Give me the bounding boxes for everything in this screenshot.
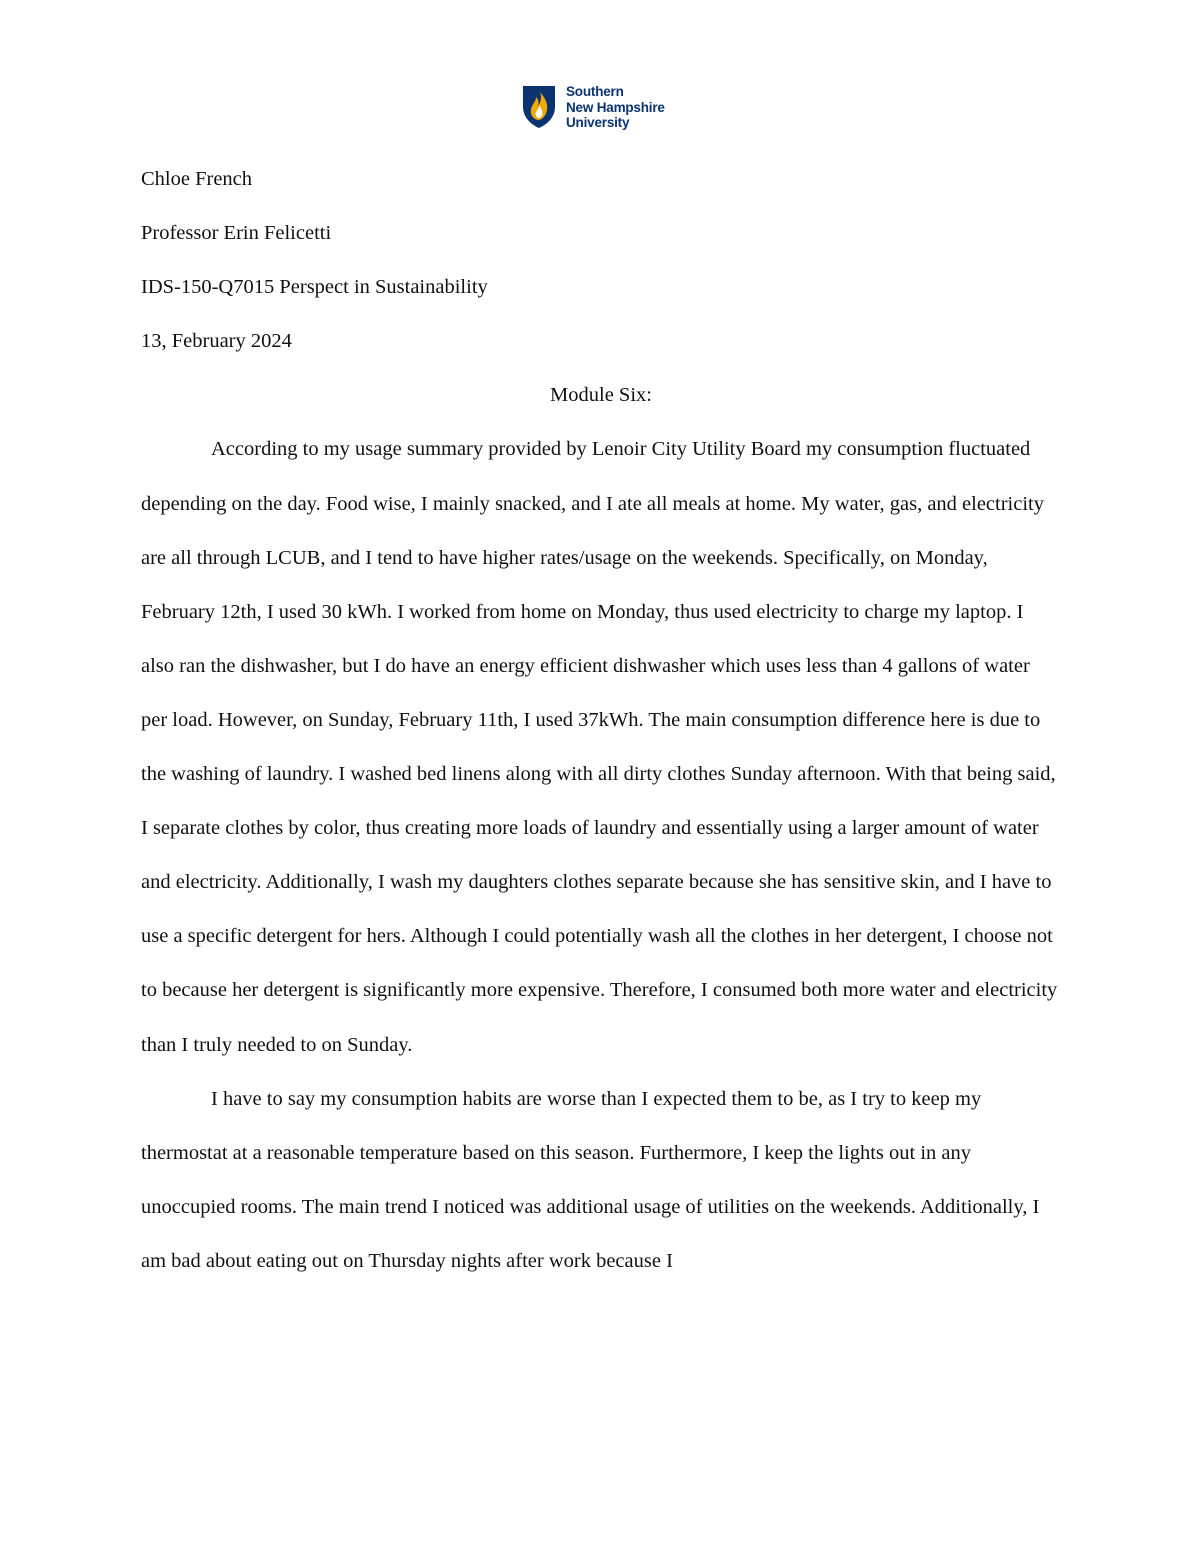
student-name: Chloe French <box>141 168 253 190</box>
professor-name: Professor Erin Felicetti <box>141 222 332 245</box>
logo-wordmark <box>566 84 665 131</box>
logo-line-3: University <box>566 115 630 130</box>
submission-date: 13, February 2024 <box>141 330 292 353</box>
document-title: Module Six: <box>550 384 652 407</box>
snhu-shield-flame-icon <box>522 85 556 129</box>
logo-line-1: Southern <box>566 84 624 99</box>
logo-line-2: New Hampshire <box>566 99 665 115</box>
body-paragraph-2: I have to say my consumption habits are worse than I expected them to be, as I try to keep my thermostat at a reasonable temperature based on this season. Furthermore, I keep the lights out in any unoccupied rooms. The main trend I noticed was additional usage of utilities on the weekends. Additionally, I am bad about eating out on Thursday nights after work because I <box>141 1087 1040 1272</box>
body-paragraph-1: According to my usage summary provided by Lenoir City Utility Board my consumption fluctuated depending on the day. Food wise, I mainly snacked, and I ate all meals at home. My water, gas, and electricity are all through LCUB, and I tend to have higher rates/usage on the weekends. Specifically, on Monday, February 12th, I used 30 kWh. I worked from home on Monday, thus used electricity to charge my laptop. I also ran the dishwasher, but I do have an energy efficient dishwasher which uses less than 4 gallons of water per load. However, on Sunday, February 11th, I used 37kWh. The main consumption difference here is due to the washing of laundry. I washed bed linens along with all dirty clothes Sunday afternoon. With that being said, I separate clothes by color, thus creating more loads of laundry and essentially using a larger amount of water and electricity. Additionally, I wash my daughters clothes separate because she has sensitive skin, and I have to use a specific detergent for hers. Although I could potentially wash all the clothes in her detergent, I choose not to because her detergent is significantly more expensive. Therefore, I consumed both more water and electricity than I truly needed to on Sunday. <box>141 438 1058 1056</box>
university-logo <box>522 84 665 131</box>
document-body <box>141 152 1061 1288</box>
course-name: IDS-150-Q7015 Perspect in Sustainability <box>141 276 488 299</box>
